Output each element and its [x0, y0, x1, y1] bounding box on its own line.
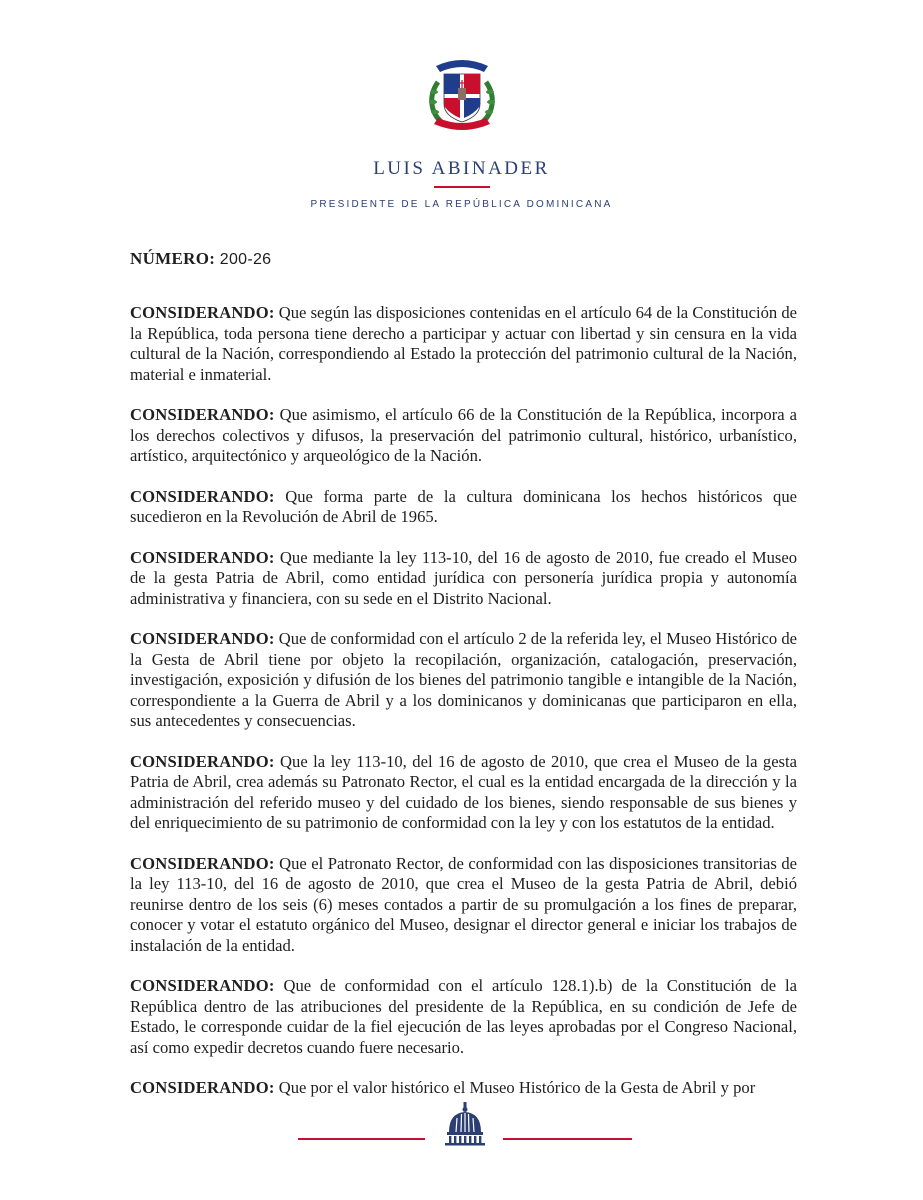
coat-of-arms-icon [424, 52, 500, 134]
considerando-paragraph [130, 303, 797, 385]
paragraph-lead: CONSIDERANDO: [130, 303, 275, 322]
page-footer [0, 1100, 923, 1160]
paragraph-text: Que asimismo, el artículo 66 de la Constitución de la República, incorpora a los derechos colectivos y difusos, la preservación del patrimonio cultural, histórico, urbanístico, artístico, arquitectónico y arqueológico de la Nación. [130, 405, 797, 465]
paragraph-lead: CONSIDERANDO: [130, 853, 275, 873]
paragraph-lead: CONSIDERANDO: [130, 405, 275, 424]
letterhead [0, 0, 923, 230]
paragraph-text: Que de conformidad con el artículo 128.1).b) de la Constitución de la República dentro de las atribuciones del presidente de la República, en su condición de Jefe de Estado, le corresponde cuidar de la fiel ejecución de las leyes aprobadas por el Congreso Nacional, así como expedir decretos cuando fuere necesario. [130, 976, 797, 1057]
decree-number-label: NÚMERO: [130, 249, 216, 268]
paragraph-text: Que de conformidad con el artículo 2 de la referida ley, el Museo Histórico de la Gesta de Abril tiene por objeto la recopilación, organización, catalogación, preservación, investigación, exposición y difusión de los bienes del patrimonio tangible e intangible de la Nación, correspondiente a la Guerra de Abril y a los dominicanos y dominicanas que participaron en ella, sus antecedentes y consecuencias. [130, 629, 797, 730]
palace-dome-icon [442, 1102, 488, 1146]
considerando-paragraph [130, 752, 797, 834]
decree-number-value: 200-26 [219, 251, 272, 268]
considerando-paragraph [130, 629, 797, 732]
considerando-paragraph [130, 976, 797, 1058]
paragraph-lead: CONSIDERANDO: [130, 547, 275, 567]
footer-rule-right [503, 1138, 632, 1140]
paragraph-lead: CONSIDERANDO: [130, 1078, 275, 1097]
paragraph-text: Que la ley 113-10, del 16 de agosto de 2010, que crea el Museo de la gesta Patria de Abril, crea además su Patronato Rector, el cual es la entidad encargada de la dirección y la administración del referido museo y del cuidado de los bienes, siendo responsable de sus bienes y del enriquecimiento de su patrimonio de conformidad con la ley y con los estatutos de la entidad. [130, 751, 797, 832]
paragraph-lead: CONSIDERANDO: [130, 629, 275, 648]
paragraph-text: Que por el valor histórico el Museo Histórico de la Gesta de Abril y por [278, 1078, 756, 1097]
paragraph-lead: CONSIDERANDO: [130, 486, 275, 506]
considerando-paragraph [130, 405, 797, 467]
considerando-paragraph [130, 1078, 797, 1099]
considerando-paragraph [130, 854, 797, 957]
footer-rule-left [298, 1138, 425, 1140]
decree-number [130, 249, 271, 269]
considerando-paragraph [130, 548, 797, 610]
paragraph-lead: CONSIDERANDO: [130, 976, 275, 995]
president-name: LUIS ABINADER [373, 158, 550, 179]
paragraph-text: Que el Patronato Rector, de conformidad con las disposiciones transitorias de la ley 113-10, del 16 de agosto de 2010, que crea el Museo de la gesta Patria de Abril, debió reunirse dentro de los seis (6) meses contados a partir de su promulgación a los fines de preparar, conocer y votar el estatuto orgánico del Museo, designar el director general e iniciar los trabajos de instalación de la entidad. [130, 853, 797, 955]
paragraph-text: Que mediante la ley 113-10, del 16 de agosto de 2010, fue creado el Museo de la gesta Patria de Abril, como entidad jurídica con personería jurídica propia y autonomía administrativa y financiera, con su sede en el Distrito Nacional. [130, 547, 797, 608]
name-underline [434, 186, 490, 188]
paragraph-lead: CONSIDERANDO: [130, 751, 275, 771]
considerando-paragraph [130, 487, 797, 528]
paragraph-text: Que forma parte de la cultura dominicana los hechos históricos que sucedieron en la Revolución de Abril de 1965. [130, 486, 797, 526]
document-body [130, 303, 797, 1119]
paragraph-text: Que según las disposiciones contenidas en el artículo 64 de la Constitución de la República, toda persona tiene derecho a participar y actuar con libertad y sin censura en la vida cultural de la Nación, correspondiendo al Estado la protección del patrimonio cultural de la Nación, material e inmaterial. [130, 303, 797, 384]
president-title: PRESIDENTE DE LA REPÚBLICA DOMINICANA [310, 199, 613, 210]
